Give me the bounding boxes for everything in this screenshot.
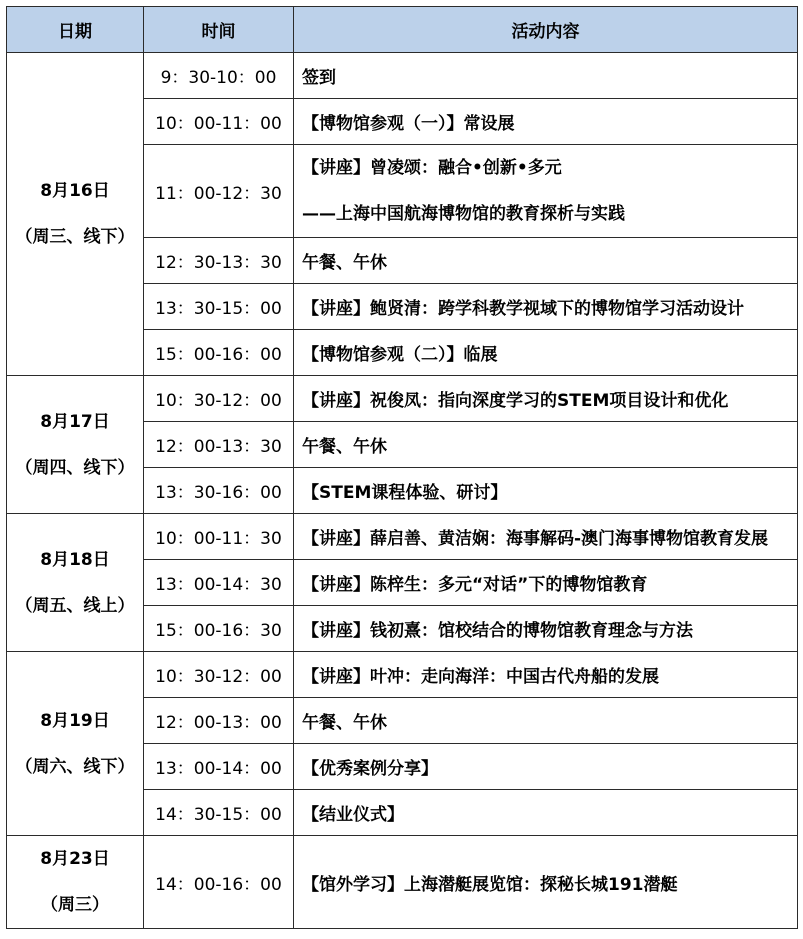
activity-cell: 午餐、午休 bbox=[294, 238, 798, 284]
day-date: 8月17日 bbox=[40, 411, 110, 432]
table-row bbox=[7, 514, 798, 560]
day-date: 8月23日 bbox=[40, 849, 110, 869]
time-cell: 12：30-13：30 bbox=[144, 238, 294, 284]
day-note: （周四、线下） bbox=[15, 457, 135, 478]
table-row bbox=[7, 53, 798, 99]
day-cell bbox=[7, 652, 144, 836]
activity-cell: 午餐、午休 bbox=[294, 698, 798, 744]
day-cell bbox=[7, 376, 144, 514]
day-note: （周六、线下） bbox=[15, 756, 135, 777]
activity-cell: 【讲座】鲍贤清：跨学科教学视域下的博物馆学习活动设计 bbox=[294, 284, 798, 330]
activity-subline: ——上海中国航海博物馆的教育探析与实践 bbox=[302, 204, 625, 224]
header-activity: 活动内容 bbox=[294, 7, 798, 53]
activity-cell: 【讲座】叶冲：走向海洋：中国古代舟船的发展 bbox=[294, 652, 798, 698]
time-cell: 13：00-14：30 bbox=[144, 560, 294, 606]
time-cell: 13：30-16：00 bbox=[144, 468, 294, 514]
table-row bbox=[7, 652, 798, 698]
activity-cell: 午餐、午休 bbox=[294, 422, 798, 468]
day-note: （周五、线上） bbox=[15, 595, 135, 616]
activity-cell: 【STEM课程体验、研讨】 bbox=[294, 468, 798, 514]
day-note: （周三、线下） bbox=[15, 227, 135, 247]
time-cell: 9：30-10：00 bbox=[144, 53, 294, 99]
table-row bbox=[7, 836, 798, 929]
time-cell: 12：00-13：00 bbox=[144, 698, 294, 744]
table-row bbox=[7, 376, 798, 422]
time-cell: 13：30-15：00 bbox=[144, 284, 294, 330]
time-cell: 10：30-12：00 bbox=[144, 376, 294, 422]
activity-cell: 【讲座】薛启善、黄洁娴：海事解码-澳门海事博物馆教育发展 bbox=[294, 514, 798, 560]
header-time: 时间 bbox=[144, 7, 294, 53]
activity-cell: 【优秀案例分享】 bbox=[294, 744, 798, 790]
activity-cell: 【讲座】钱初熹：馆校结合的博物馆教育理念与方法 bbox=[294, 606, 798, 652]
time-cell: 10：00-11：00 bbox=[144, 99, 294, 145]
time-cell: 13：00-14：00 bbox=[144, 744, 294, 790]
time-cell: 15：00-16：00 bbox=[144, 330, 294, 376]
time-cell: 14：30-15：00 bbox=[144, 790, 294, 836]
day-cell bbox=[7, 53, 144, 376]
schedule-table bbox=[6, 6, 798, 929]
day-cell bbox=[7, 836, 144, 929]
activity-line: 【讲座】曾凌颂：融合•创新•多元 bbox=[302, 158, 562, 178]
header-row bbox=[7, 7, 798, 53]
day-date: 8月16日 bbox=[40, 181, 110, 201]
time-cell: 11：00-12：30 bbox=[144, 145, 294, 238]
time-cell: 12：00-13：30 bbox=[144, 422, 294, 468]
header-date: 日期 bbox=[7, 7, 144, 53]
activity-cell bbox=[294, 145, 798, 238]
activity-cell: 签到 bbox=[294, 53, 798, 99]
activity-cell: 【博物馆参观（一）】常设展 bbox=[294, 99, 798, 145]
activity-cell: 【馆外学习】上海潜艇展览馆：探秘长城191潜艇 bbox=[294, 836, 798, 929]
time-cell: 14：00-16：00 bbox=[144, 836, 294, 929]
day-date: 8月18日 bbox=[40, 549, 110, 570]
time-cell: 10：30-12：00 bbox=[144, 652, 294, 698]
day-cell bbox=[7, 514, 144, 652]
day-note: （周三） bbox=[41, 895, 109, 915]
activity-cell: 【讲座】祝俊凤：指向深度学习的STEM项目设计和优化 bbox=[294, 376, 798, 422]
time-cell: 10：00-11：30 bbox=[144, 514, 294, 560]
activity-cell: 【讲座】陈梓生：多元“对话”下的博物馆教育 bbox=[294, 560, 798, 606]
activity-cell: 【结业仪式】 bbox=[294, 790, 798, 836]
activity-cell: 【博物馆参观（二）】临展 bbox=[294, 330, 798, 376]
day-date: 8月19日 bbox=[40, 710, 110, 731]
time-cell: 15：00-16：30 bbox=[144, 606, 294, 652]
